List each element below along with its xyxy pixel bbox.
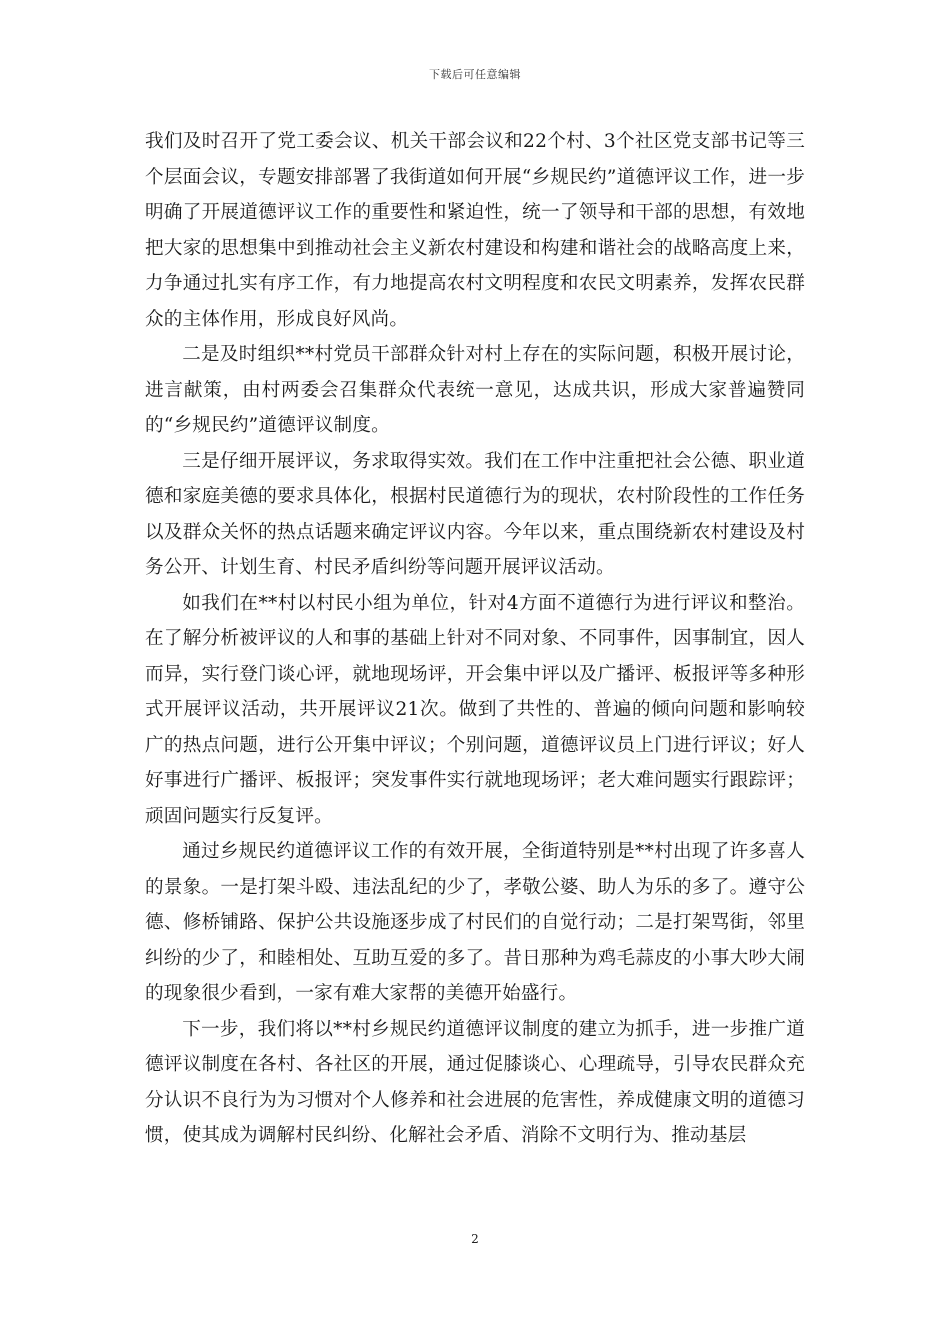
document-body	[145, 124, 805, 1154]
paragraph-4: 如我们在**村以村民小组为单位，针对4方面不道德行为进行评议和整治。在了解分析被评议的人和事的基础上针对不同对象、不同事件，因事制宜，因人而异，实行登门谈心评，就地现场评，开会集中评以及广播评、板报评等多种形式开展评议活动，共开展评议21次。做到了共性的、普遍的倾向问题和影响较广的热点问题，进行公开集中评议；个别问题，道德评议员上门进行评议；好人好事进行广播评、板报评；突发事件实行就地现场评；老大难问题实行跟踪评；顽固问题实行反复评。	[145, 592, 805, 827]
paragraph-2: 二是及时组织**村党员干部群众针对村上存在的实际问题，积极开展讨论，进言献策，由村两委会召集群众代表统一意见，达成共识，形成大家普遍赞同的“乡规民约”道德评议制度。	[145, 344, 805, 436]
paragraph-6: 下一步，我们将以**村乡规民约道德评议制度的建立为抓手，进一步推广道德评议制度在各村、各社区的开展，通过促膝谈心、心理疏导，引导农民群众充分认识不良行为为习惯对个人修养和社会进展的危害性，养成健康文明的道德习惯，使其成为调解村民纠纷、化解社会矛盾、消除不文明行为、推动基层	[145, 1018, 805, 1146]
page-number: 2	[471, 1232, 479, 1246]
paragraph-1: 我们及时召开了党工委会议、机关干部会议和22个村、3个社区党支部书记等三个层面会议，专题安排部署了我街道如何开展“乡规民约”道德评议工作，进一步明确了开展道德评议工作的重要性和紧迫性，统一了领导和干部的思想，有效地把大家的思想集中到推动社会主义新农村建设和构建和谐社会的战略高度上来，力争通过扎实有序工作，有力地提高农村文明程度和农民文明素养，发挥农民群众的主体作用，形成良好风尚。	[145, 131, 805, 330]
page-header: 下载后可任意编辑	[429, 68, 521, 81]
paragraph-5: 通过乡规民约道德评议工作的有效开展，全街道特别是**村出现了许多喜人的景象。一是打架斗殴、违法乱纪的少了，孝敬公婆、助人为乐的多了。遵守公德、修桥铺路、保护公共设施逐步成了村民们的自觉行动；二是打架骂街，邻里纠纷的少了，和睦相处、互助互爱的多了。昔日那种为鸡毛蒜皮的小事大吵大闹的现象很少看到，一家有难大家帮的美德开始盛行。	[145, 841, 805, 1004]
paragraph-3: 三是仔细开展评议，务求取得实效。我们在工作中注重把社会公德、职业道德和家庭美德的要求具体化，根据村民道德行为的现状，农村阶段性的工作任务以及群众关怀的热点话题来确定评议内容。今年以来，重点围绕新农村建设及村务公开、计划生育、村民矛盾纠纷等问题开展评议活动。	[145, 450, 805, 578]
